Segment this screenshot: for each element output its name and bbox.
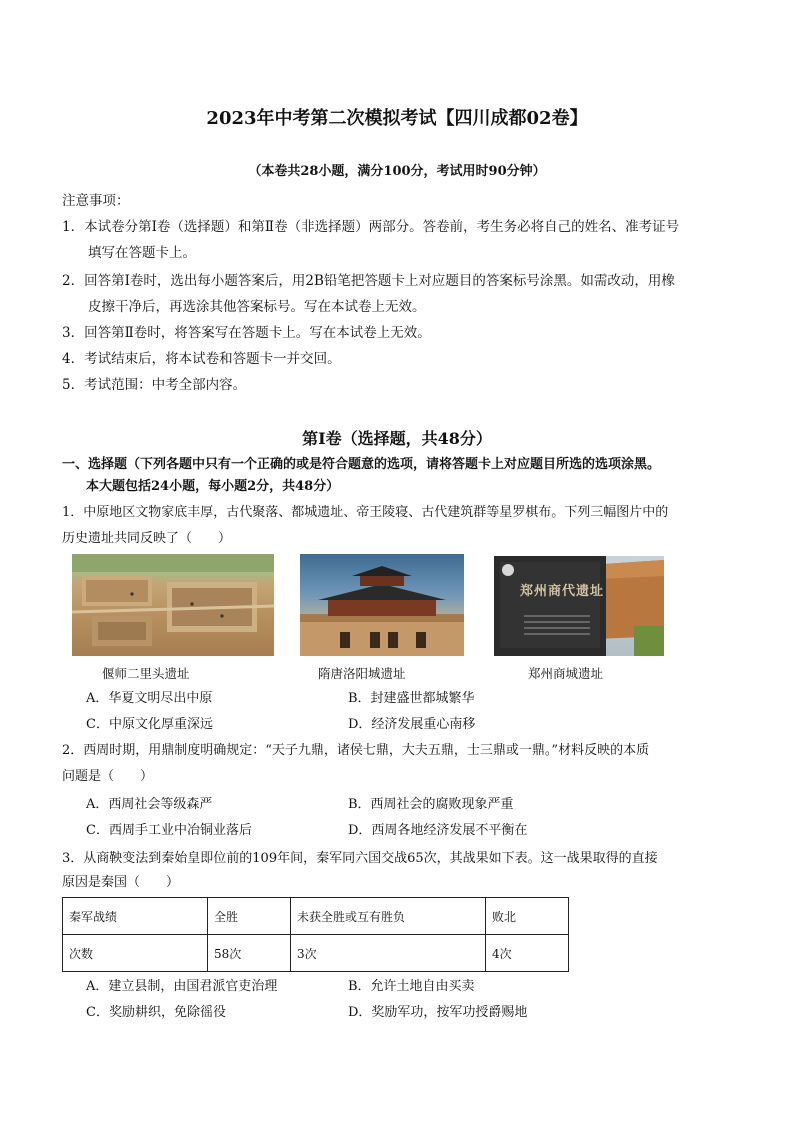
option-c: C．西周手工业中冶铜业落后 bbox=[86, 823, 252, 838]
notes-heading: 注意事项： bbox=[62, 193, 130, 209]
table-cell: 58次 bbox=[208, 935, 291, 972]
luoyang-site-photo bbox=[300, 554, 464, 656]
question-3-stem: 3．从商鞅变法到秦始皇即位前的109年间，秦军同六国交战65次，其战果如下表。这一战果取得的直接 bbox=[62, 851, 658, 866]
question-3-stem: 原因是秦国（ ） bbox=[62, 875, 180, 890]
photo-caption: 隋唐洛阳城遗址 bbox=[318, 666, 406, 681]
excavation-illustration bbox=[72, 554, 274, 656]
section-instruction: 一、选择题（下列各题中只有一个正确的或是符合题意的选项，请将答题卡上对应题目所选的选项涂黑。 bbox=[62, 457, 661, 472]
question-2-stem: 2．西周时期，用鼎制度明确规定：“天子九鼎，诸侯七鼎，大夫五鼎，士三鼎或一鼎。”材料反映的本质 bbox=[62, 743, 650, 758]
note-line: 3．回答第Ⅱ卷时，将答案写在答题卡上。写在本试卷上无效。 bbox=[62, 325, 431, 341]
option-b: B．封建盛世都城繁华 bbox=[348, 691, 475, 706]
option-d: D．奖励军功，按军功授爵赐地 bbox=[348, 1005, 528, 1020]
note-line: 5．考试范围：中考全部内容。 bbox=[62, 377, 247, 393]
option-a: A．西周社会等级森严 bbox=[86, 797, 213, 812]
option-d: D．西周各地经济发展不平衡在 bbox=[348, 823, 528, 838]
question-1-stem: 历史遗址共同反映了（ ） bbox=[62, 531, 232, 546]
section-title: 第Ⅰ卷（选择题，共48分） bbox=[302, 429, 492, 448]
option-b: B．允许土地自由买卖 bbox=[348, 979, 475, 994]
erlitou-site-photo bbox=[72, 554, 274, 656]
option-a: A．建立县制，由国君派官吏治理 bbox=[86, 979, 278, 994]
question-2-stem: 问题是（ ） bbox=[62, 769, 154, 784]
option-a: A．华夏文明尽出中原 bbox=[86, 691, 213, 706]
note-line: 填写在答题卡上。 bbox=[88, 245, 196, 261]
table-header-cell: 败北 bbox=[486, 898, 569, 935]
photo-caption: 偃师二里头遗址 bbox=[102, 666, 190, 681]
table-cell: 4次 bbox=[486, 935, 569, 972]
gate-tower-illustration bbox=[300, 554, 464, 656]
note-line: 2．回答第Ⅰ卷时，选出每小题答案后，用2B铅笔把答题卡上对应题目的答案标号涂黑。如需改动，用橡 bbox=[62, 273, 675, 289]
option-d: D．经济发展重心南移 bbox=[348, 717, 476, 732]
table-header-cell: 全胜 bbox=[208, 898, 291, 935]
battle-record-table bbox=[62, 897, 569, 972]
option-c: C．奖励耕织，免除徭役 bbox=[86, 1005, 226, 1020]
table-row bbox=[63, 935, 569, 972]
table-header-row bbox=[63, 898, 569, 935]
table-header-cell: 秦军战绩 bbox=[63, 898, 208, 935]
note-line: 1．本试卷分第Ⅰ卷（选择题）和第Ⅱ卷（非选择题）两部分。答卷前，考生务必将自己的姓名、准考证号 bbox=[62, 219, 680, 235]
stele-illustration bbox=[494, 556, 664, 656]
option-c: C．中原文化厚重深远 bbox=[86, 717, 213, 732]
stele-inscription: 郑州商代遗址 bbox=[520, 584, 605, 599]
photo-caption: 郑州商城遗址 bbox=[528, 666, 604, 681]
table-cell: 3次 bbox=[291, 935, 486, 972]
table-cell: 次数 bbox=[63, 935, 208, 972]
exam-subtitle: （本卷共28小题，满分100分，考试用时90分钟） bbox=[248, 164, 546, 179]
question-1-stem: 1．中原地区文物家底丰厚，古代聚落、都城遗址、帝王陵寝、古代建筑群等星罗棋布。下列三幅图片中的 bbox=[62, 505, 669, 520]
page-title: 2023年中考第二次模拟考试【四川成都02卷】 bbox=[206, 108, 588, 129]
section-instruction: 本大题包括24小题，每小题2分，共48分） bbox=[86, 479, 340, 494]
zhengzhou-site-photo bbox=[494, 556, 664, 656]
note-line: 皮擦干净后，再选涂其他答案标号。写在本试卷上无效。 bbox=[88, 299, 426, 315]
option-b: B．西周社会的腐败现象严重 bbox=[348, 797, 514, 812]
table-header-cell: 未获全胜或互有胜负 bbox=[291, 898, 486, 935]
note-line: 4．考试结束后，将本试卷和答题卡一并交回。 bbox=[62, 351, 341, 367]
